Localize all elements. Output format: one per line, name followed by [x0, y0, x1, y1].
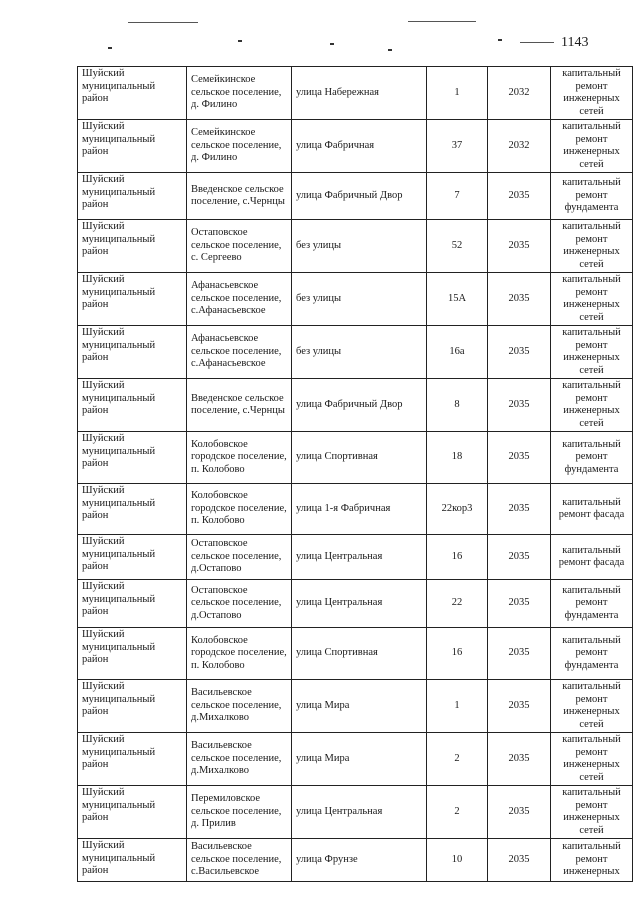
table-row	[78, 173, 633, 220]
cell-work-type: капитальный ремонт фундамента	[551, 580, 633, 628]
cell-district: Шуйский муниципальный район	[78, 120, 187, 173]
cell-house-number: 1	[427, 680, 488, 733]
cell-work-type: капитальный ремонт инженерных сетей	[551, 786, 633, 839]
cell-settlement: Остаповское сельское поселение, с. Сергеево	[187, 220, 292, 273]
cell-work-type: капитальный ремонт инженерных сетей	[551, 220, 633, 273]
cell-year: 2035	[488, 273, 551, 326]
cell-street: улица Центральная	[292, 786, 427, 839]
cell-house-number: 22кор3	[427, 484, 488, 535]
scan-mark	[128, 22, 198, 23]
cell-district: Шуйский муниципальный район	[78, 733, 187, 786]
table-row	[78, 680, 633, 733]
cell-year: 2035	[488, 680, 551, 733]
cell-district: Шуйский муниципальный район	[78, 580, 187, 628]
table-row	[78, 628, 633, 680]
cell-street: без улицы	[292, 220, 427, 273]
scan-dot	[108, 47, 112, 49]
cell-settlement: Колобовское городское поселение, п. Колобово	[187, 484, 292, 535]
cell-settlement: Введенское сельское поселение, с.Чернцы	[187, 173, 292, 220]
cell-work-type: капитальный ремонт фасада	[551, 484, 633, 535]
cell-work-type: капитальный ремонт инженерных сетей	[551, 273, 633, 326]
cell-street: улица Фабричная	[292, 120, 427, 173]
cell-house-number: 7	[427, 173, 488, 220]
cell-district: Шуйский муниципальный район	[78, 786, 187, 839]
cell-street: без улицы	[292, 273, 427, 326]
scan-dot	[388, 49, 392, 51]
cell-settlement: Афанасьевское сельское поселение, с.Афанасьевское	[187, 273, 292, 326]
cell-house-number: 15А	[427, 273, 488, 326]
cell-district: Шуйский муниципальный район	[78, 326, 187, 379]
cell-work-type: капитальный ремонт инженерных сетей	[551, 733, 633, 786]
cell-work-type: капитальный ремонт фасада	[551, 535, 633, 580]
cell-work-type: капитальный ремонт фундамента	[551, 628, 633, 680]
table-row	[78, 67, 633, 120]
page-number: 1143	[561, 35, 589, 50]
cell-year: 2035	[488, 432, 551, 484]
cell-district: Шуйский муниципальный район	[78, 379, 187, 432]
cell-house-number: 22	[427, 580, 488, 628]
scan-dot	[238, 40, 242, 42]
cell-district: Шуйский муниципальный район	[78, 220, 187, 273]
table-row	[78, 432, 633, 484]
cell-house-number: 1	[427, 67, 488, 120]
cell-house-number: 37	[427, 120, 488, 173]
cell-year: 2035	[488, 379, 551, 432]
cell-street: улица Спортивная	[292, 432, 427, 484]
cell-work-type: капитальный ремонт инженерных сетей	[551, 120, 633, 173]
cell-district: Шуйский муниципальный район	[78, 535, 187, 580]
cell-work-type: капитальный ремонт инженерных сетей	[551, 379, 633, 432]
table-row	[78, 220, 633, 273]
cell-work-type: капитальный ремонт фундамента	[551, 432, 633, 484]
cell-settlement: Введенское сельское поселение, с.Чернцы	[187, 379, 292, 432]
cell-district: Шуйский муниципальный район	[78, 680, 187, 733]
cell-house-number: 2	[427, 733, 488, 786]
table-row	[78, 379, 633, 432]
cell-house-number: 18	[427, 432, 488, 484]
cell-district: Шуйский муниципальный район	[78, 173, 187, 220]
cell-year: 2035	[488, 733, 551, 786]
table-row	[78, 326, 633, 379]
cell-settlement: Васильевское сельское поселение, с.Васильевское	[187, 839, 292, 882]
table-row	[78, 733, 633, 786]
cell-year: 2035	[488, 484, 551, 535]
cell-district: Шуйский муниципальный район	[78, 432, 187, 484]
cell-street: улица Фабричный Двор	[292, 173, 427, 220]
cell-year: 2035	[488, 535, 551, 580]
cell-settlement: Колобовское городское поселение, п. Колобово	[187, 432, 292, 484]
cell-work-type: капитальный ремонт инженерных сетей	[551, 326, 633, 379]
cell-settlement: Колобовское городское поселение, п. Колобово	[187, 628, 292, 680]
registry-table	[77, 66, 633, 882]
cell-year: 2035	[488, 326, 551, 379]
cell-settlement: Семейкинское сельское поселение, д. Филино	[187, 120, 292, 173]
cell-street: улица 1-я Фабричная	[292, 484, 427, 535]
cell-street: улица Набережная	[292, 67, 427, 120]
cell-work-type: капитальный ремонт фундамента	[551, 173, 633, 220]
table-row	[78, 839, 633, 882]
cell-year: 2032	[488, 67, 551, 120]
cell-district: Шуйский муниципальный район	[78, 484, 187, 535]
cell-year: 2035	[488, 628, 551, 680]
table-row	[78, 786, 633, 839]
cell-district: Шуйский муниципальный район	[78, 628, 187, 680]
cell-work-type: капитальный ремонт инженерных сетей	[551, 680, 633, 733]
scan-mark	[408, 21, 476, 22]
table-row	[78, 535, 633, 580]
cell-settlement: Афанасьевское сельское поселение, с.Афанасьевское	[187, 326, 292, 379]
cell-street: улица Мира	[292, 733, 427, 786]
cell-settlement: Семейкинское сельское поселение, д. Филино	[187, 67, 292, 120]
cell-settlement: Остаповское сельское поселение, д.Остапово	[187, 535, 292, 580]
cell-settlement: Остаповское сельское поселение, д.Остапово	[187, 580, 292, 628]
cell-street: улица Спортивная	[292, 628, 427, 680]
cell-settlement: Васильевское сельское поселение, д.Михалково	[187, 680, 292, 733]
scan-mark	[520, 42, 554, 43]
registry-table-body	[78, 67, 633, 882]
cell-house-number: 8	[427, 379, 488, 432]
cell-house-number: 16а	[427, 326, 488, 379]
table-row	[78, 484, 633, 535]
cell-house-number: 16	[427, 535, 488, 580]
cell-year: 2032	[488, 120, 551, 173]
cell-street: без улицы	[292, 326, 427, 379]
cell-year: 2035	[488, 786, 551, 839]
cell-settlement: Перемиловское сельское поселение, д. Прилив	[187, 786, 292, 839]
scan-dot	[498, 39, 502, 41]
cell-street: улица Центральная	[292, 535, 427, 580]
cell-street: улица Фрунзе	[292, 839, 427, 882]
cell-work-type: капитальный ремонт инженерных	[551, 839, 633, 882]
cell-district: Шуйский муниципальный район	[78, 839, 187, 882]
table-row	[78, 580, 633, 628]
cell-work-type: капитальный ремонт инженерных сетей	[551, 67, 633, 120]
cell-house-number: 52	[427, 220, 488, 273]
cell-district: Шуйский муниципальный район	[78, 273, 187, 326]
cell-house-number: 2	[427, 786, 488, 839]
scan-dot	[330, 43, 334, 45]
cell-settlement: Васильевское сельское поселение, д.Михалково	[187, 733, 292, 786]
cell-street: улица Центральная	[292, 580, 427, 628]
cell-house-number: 16	[427, 628, 488, 680]
table-row	[78, 120, 633, 173]
cell-house-number: 10	[427, 839, 488, 882]
cell-year: 2035	[488, 173, 551, 220]
table-row	[78, 273, 633, 326]
cell-year: 2035	[488, 580, 551, 628]
cell-year: 2035	[488, 839, 551, 882]
cell-district: Шуйский муниципальный район	[78, 67, 187, 120]
cell-year: 2035	[488, 220, 551, 273]
cell-street: улица Фабричный Двор	[292, 379, 427, 432]
cell-street: улица Мира	[292, 680, 427, 733]
